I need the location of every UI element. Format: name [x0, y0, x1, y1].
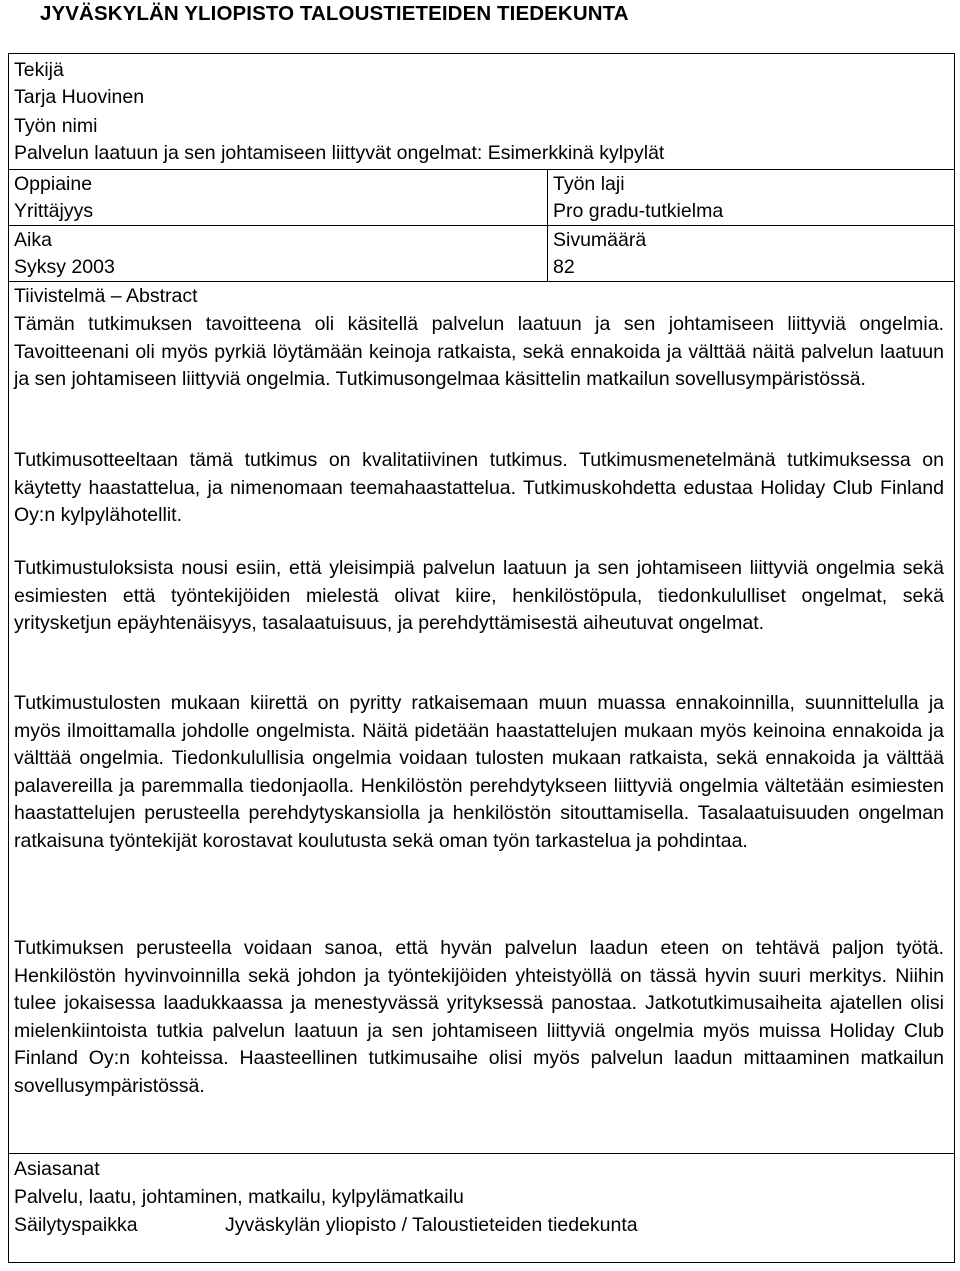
pages-label: Sivumäärä [553, 229, 647, 251]
pages-value: 82 [553, 256, 575, 278]
work-name-label: Työn nimi [14, 115, 98, 137]
work-name-value: Palvelun laatuun ja sen johtamiseen liittyvät ongelmat: Esimerkkinä kylpylät [14, 142, 665, 164]
author-label: Tekijä [14, 59, 64, 81]
abstract-paragraph: Tutkimustulosten mukaan kiirettä on pyritty ratkaisemaan muun muassa ennakoinnilla, suunnittelulla ja myös ilmoittamalla johdolle ongelmista. Näitä pidetään haastattelujen mukaan myös keinoina ennakoida ja välttää ongelmia. Tiedonkulullisia ongelmia voidaan tulosten mukaan ratkaista, sekä ennakoida ja välttää palavereilla ja paremmalla tiedonjaolla. Henkilöstön perehdytykseen liittyviä ongelmia vältetään esimiesten haastattelujen perusteella perehdytyskansiolla ja henkilöstön sitouttamisella. Tasalaatuisuuden ongelman ratkaisuna työntekijät korostavat koulutusta sekä oman työn tarkastelua ja pohdintaa. [14, 692, 944, 852]
time-value: Syksy 2003 [14, 256, 115, 278]
abstract-label: Tiivistelmä – Abstract [14, 285, 198, 307]
author-value: Tarja Huovinen [14, 86, 145, 108]
keywords-label: Asiasanat [14, 1158, 100, 1180]
divider [8, 225, 955, 226]
column-divider [547, 169, 548, 281]
divider [8, 281, 955, 282]
keywords-value: Palvelu, laatu, johtaminen, matkailu, kylpylämatkailu [14, 1186, 464, 1208]
subject-label: Oppiaine [14, 173, 93, 195]
work-type-value: Pro gradu-tutkielma [553, 200, 724, 222]
page-title: JYVÄSKYLÄN YLIOPISTO TALOUSTIETEIDEN TIEDEKUNTA [40, 2, 629, 25]
time-label: Aika [14, 229, 52, 251]
abstract-paragraph: Tutkimuksen perusteella voidaan sanoa, että hyvän palvelun laadun eteen on tehtävä paljon työtä. Henkilöstön hyvinvoinnilla sekä johdon ja työntekijöiden yhteistyöllä on tässä hyvin suuri merkitys. Niihin tulee jokaisessa laadukkaassa ja menestyvässä yrityksessä panostaa. Jatkotutkimusaiheita ajatellen olisi mielenkiintoista tutkia palvelun laatuun ja sen johtamiseen liittyviä ongelmia myös muissa Holiday Club Finland Oy:n kohteissa. Haasteellinen tutkimusaihe olisi myös palvelun laadun mittaaminen matkailun sovellusympäristössä. [14, 937, 944, 1097]
work-type-label: Työn laji [553, 173, 625, 195]
abstract-paragraph: Tutkimusotteeltaan tämä tutkimus on kvalitatiivinen tutkimus. Tutkimusmenetelmänä tutkimuksessa on käytetty haastattelua, ja nimenomaan teemahaastattelua. Tutkimuskohdetta edustaa Holiday Club Finland Oy:n kylpylähotellit. [14, 449, 944, 526]
storage-label: Säilytyspaikka [14, 1214, 138, 1236]
subject-value: Yrittäjyys [14, 200, 94, 222]
divider [8, 1153, 955, 1154]
divider [8, 169, 955, 170]
abstract-paragraph: Tämän tutkimuksen tavoitteena oli käsitellä palvelun laatuun ja sen johtamiseen liittyviä ongelmia. Tavoitteenani oli myös pyrkiä löytämään keinoja ratkaista, sekä ennakoida ja välttää näitä palvelun laatuun ja sen johtamiseen liittyviä ongelmia. Tutkimusongelmaa käsittelin matkailun sovellusympäristössä. [14, 313, 944, 390]
abstract-paragraph: Tutkimustuloksista nousi esiin, että yleisimpiä palvelun laatuun ja sen johtamiseen liittyviä ongelmia sekä esimiesten että työntekijöiden mielestä olivat kiire, henkilöstöpula, tiedonkululliset ongelmat, sekä yritysketjun epäyhtenäisyys, tasalaatuisuus, ja perehdyttämisestä aiheutuvat ongelmat. [14, 557, 944, 634]
storage-value: Jyväskylän yliopisto / Taloustieteiden tiedekunta [225, 1214, 638, 1236]
